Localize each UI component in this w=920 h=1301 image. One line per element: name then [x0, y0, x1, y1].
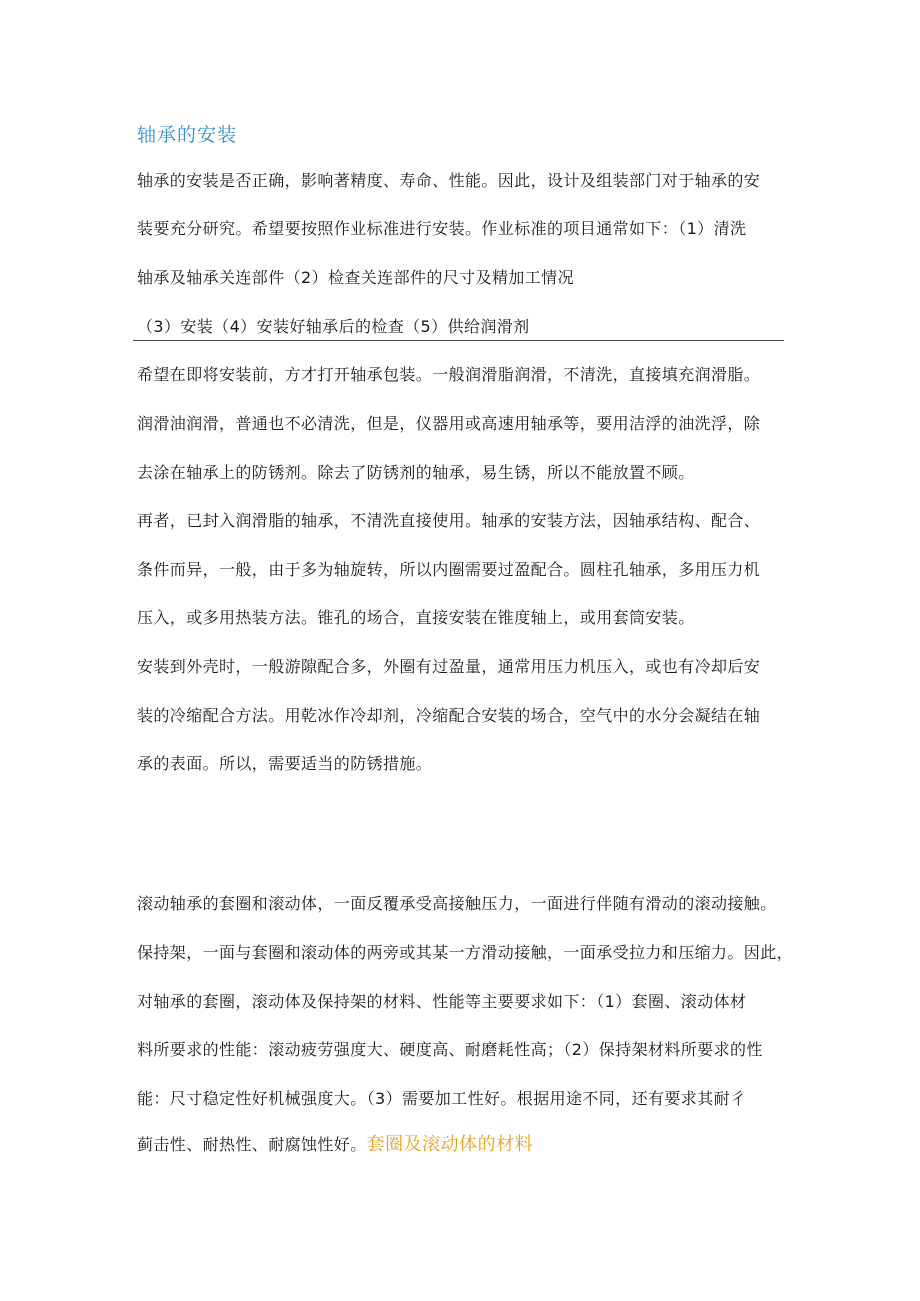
section1-line-9: 承的表面。所以，需要适当的防锈措施。: [137, 754, 433, 773]
section1-line-7: 安装到外壳时，一般游隙配合多，外圈有过盈量，通常用压力机压入，或也有冷却后安: [137, 657, 761, 676]
section2-line-6: [137, 1134, 533, 1156]
section2-line-1: 滚动轴承的套圈和滚动体，一面反覆承受高接触压力，一面进行伴随有滑动的滚动接触。: [137, 894, 777, 913]
section2-line-2: 保持架，一面与套圈和滚动体的两旁或其某一方滑动接触，一面承受拉力和压缩力。因此，: [137, 943, 794, 962]
section2-line-6-text: 蓟击性、耐热性、耐腐蚀性好。: [137, 1135, 367, 1154]
section1-line-1: 希望在即将安装前，方才打开轴承包装。一般润滑脂润滑，不清洗，直接填充润滑脂。: [137, 365, 761, 384]
page-title: 轴承的安装: [137, 124, 238, 146]
inline-section-heading: 套圈及滚动体的材料: [366, 1134, 534, 1155]
section1-line-5: 条件而异，一般，由于多为轴旋转，所以内圈需要过盈配合。圆柱孔轴承，多用压力机: [137, 560, 761, 579]
intro-line-3: 轴承及轴承关连部件（2）检查关连部件的尺寸及精加工情况: [137, 268, 574, 287]
section2-line-5: 能：尺寸稳定性好机械强度大。（3）需要加工性好。根据用途不同，还有要求其耐彳: [137, 1089, 747, 1108]
section1-line-3: 去涂在轴承上的防锈剂。除去了防锈剂的轴承，易生锈，所以不能放置不顾。: [137, 463, 695, 482]
section1-line-4: 再者，已封入润滑脂的轴承，不清洗直接使用。轴承的安装方法，因轴承结构、配合、: [137, 511, 761, 530]
section1-line-8: 装的冷缩配合方法。用乾冰作冷却剂，冷缩配合安装的场合，空气中的水分会凝结在轴: [137, 706, 761, 725]
intro-line-4: （3）安装（4）安装好轴承后的检查（5）供给润滑剂: [137, 317, 530, 336]
intro-line-1: 轴承的安装是否正确，影响著精度、寿命、性能。因此，设计及组装部门对于轴承的安: [137, 171, 761, 190]
intro-line-2: 装要充分研究。希望要按照作业标准进行安装。作业标准的项目通常如下：（1）清洗: [137, 219, 747, 238]
section2-line-4: 料所要求的性能：滚动疲劳强度大、硬度高、耐磨耗性高；（2）保持架材料所要求的性: [137, 1040, 763, 1059]
section1-line-6: 压入，或多用热装方法。锥孔的场合，直接安装在锥度轴上，或用套筒安装。: [137, 608, 695, 627]
section1-line-2: 润滑油润滑，普通也不必清洗，但是，仪器用或高速用轴承等，要用洁浮的油洗浮，除: [137, 414, 761, 433]
section2-line-3: 对轴承的套圈，滚动体及保持架的材料、性能等主要要求如下：（1）套圈、滚动体材: [137, 992, 747, 1011]
horizontal-divider: [133, 340, 784, 341]
